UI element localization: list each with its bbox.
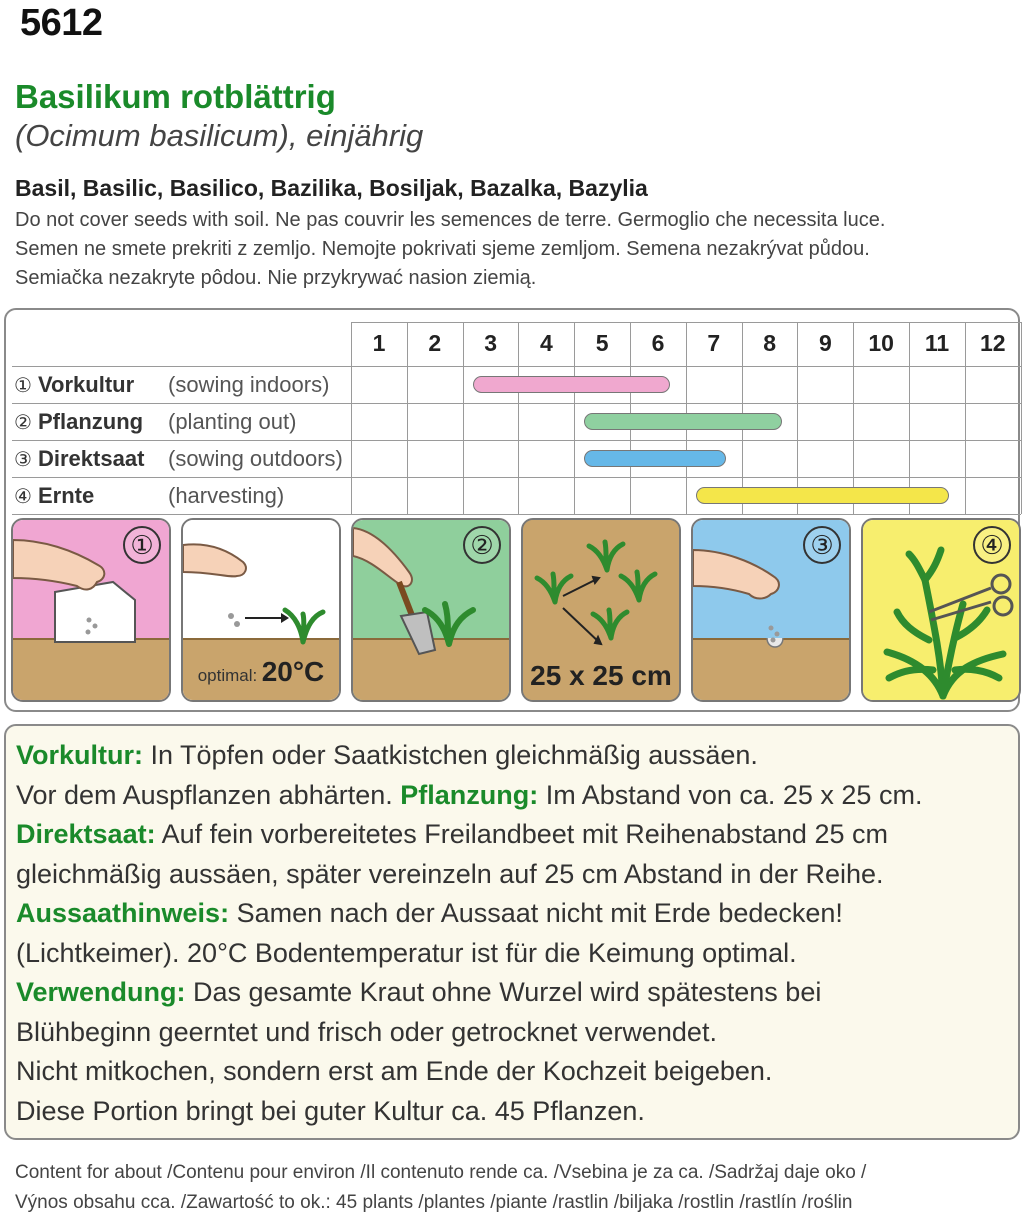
product-title: Basilikum rotblättrig	[15, 78, 336, 115]
keyword-aussaathinweis: Aussaathinweis:	[16, 898, 230, 928]
step-number: ③	[14, 449, 32, 471]
instruction-line	[16, 736, 1008, 776]
step-translation: (planting out)	[168, 409, 297, 434]
step-translation: (harvesting)	[168, 483, 285, 508]
footer-line: Výnos obsahu cca. /Zawartość to ok.: 45 plants /plantes /piante /rastlin /biljaka /rostlin /rastlín /roślin	[15, 1192, 853, 1213]
instruction-line	[16, 815, 1008, 855]
instruction-text: Das gesamte Kraut ohne Wurzel wird spätestens bei	[185, 977, 822, 1007]
keyword-direktsaat: Direktsaat:	[16, 819, 156, 849]
month-header: 8	[763, 330, 776, 356]
instruction-text: In Töpfen oder Saatkistchen gleichmäßig aussäen.	[143, 740, 758, 770]
keyword-vorkultur: Vorkultur:	[16, 740, 143, 770]
note-line: Do not cover seeds with soil. Ne pas couvrir les semences de terre. Germoglio che necessita luce.	[15, 209, 886, 231]
sowing-notes	[15, 206, 1015, 293]
grid-line	[12, 477, 1021, 478]
step-translation: (sowing outdoors)	[168, 446, 343, 471]
cultivation-instructions	[4, 724, 1020, 1140]
tile-sowing-outdoors	[691, 518, 851, 702]
step-badge: ②	[463, 526, 501, 564]
month-header: 3	[484, 330, 497, 356]
month-header: 6	[651, 330, 665, 356]
step-number: ①	[14, 375, 32, 397]
calendar-row-label	[14, 483, 284, 509]
calendar-period-bar	[473, 376, 671, 393]
month-header: 1	[372, 330, 386, 356]
instruction-line	[16, 894, 1008, 934]
month-header: 12	[980, 330, 1006, 356]
month-header: 5	[595, 330, 609, 356]
tile-planting-out	[351, 518, 511, 702]
spacing-label: 25 x 25 cm	[530, 660, 672, 691]
instruction-text: Auf fein vorbereitetes Freilandbeet mit Reihenabstand 25 cm	[155, 819, 888, 849]
calendar-row-label	[14, 409, 296, 435]
step-badge: ①	[123, 526, 161, 564]
instruction-line	[16, 776, 1008, 816]
step-badge: ④	[973, 526, 1011, 564]
calendar-period-bar	[696, 487, 949, 504]
keyword-pflanzung: Pflanzung:	[400, 779, 539, 810]
month-header: 4	[539, 330, 553, 356]
month-header: 11	[924, 330, 950, 356]
footer-line: Content for about /Contenu pour environ /Il contenuto rende ca. /Vsebina je za ca. /Sadržaj daje oko /	[15, 1162, 867, 1183]
instruction-text: Vor dem Auspflanzen abhärten.	[16, 779, 401, 810]
month-header: 9	[818, 330, 832, 356]
step-label: Pflanzung	[38, 409, 144, 434]
calendar-period-bar	[584, 413, 782, 430]
botanical-name: (Ocimum basilicum), einjährig	[15, 118, 424, 153]
sowing-calendar-panel	[4, 308, 1020, 712]
instruction-line: Blühbeginn geerntet und frisch oder getrocknet verwendet.	[16, 1016, 717, 1047]
temperature-label	[183, 656, 339, 688]
tile-sowing-indoors	[11, 518, 171, 702]
temperature-value: 20°C	[261, 656, 325, 687]
calendar-period-bar	[584, 450, 726, 467]
grid-line	[12, 366, 1021, 367]
step-number: ②	[14, 412, 32, 434]
calendar-row-label	[14, 372, 329, 398]
instruction-line	[16, 973, 1008, 1013]
keyword-verwendung: Verwendung:	[16, 977, 186, 1007]
month-header: 2	[428, 330, 442, 356]
instruction-text: Samen nach der Aussaat nicht mit Erde bedecken!	[229, 898, 843, 928]
step-translation: (sowing indoors)	[168, 372, 330, 397]
month-header: 7	[707, 330, 721, 356]
grid-line	[12, 514, 1021, 515]
instruction-line: Diese Portion bringt bei guter Kultur ca. 45 Pflanzen.	[16, 1095, 645, 1126]
common-names: Basil, Basilic, Basilico, Bazilika, Bosiljak, Bazalka, Bazylia	[15, 175, 648, 201]
temperature-caption: optimal:	[197, 666, 258, 685]
instruction-line: Nicht mitkochen, sondern erst am Ende der Kochzeit beigeben.	[16, 1056, 773, 1086]
step-label: Ernte	[38, 483, 95, 508]
grid-line	[12, 440, 1021, 441]
month-header: 10	[868, 330, 894, 356]
content-info	[15, 1158, 866, 1218]
step-label: Vorkultur	[38, 372, 135, 397]
article-number: 5612	[20, 2, 103, 44]
note-line: Semiačka nezakryte pôdou. Nie przykrywać nasion ziemią.	[15, 267, 537, 289]
note-line: Semen ne smete prekriti z zemljo. Nemojte pokrivati sjeme zemljom. Semena nezakrývat půdou.	[15, 238, 870, 260]
tile-germination	[181, 518, 341, 702]
grid-line	[12, 403, 1021, 404]
step-label: Direktsaat	[38, 446, 145, 471]
calendar-row-label	[14, 446, 343, 472]
instruction-text: Im Abstand von ca. 25 x 25 cm.	[538, 779, 923, 810]
step-number: ④	[14, 486, 32, 508]
tile-harvesting	[861, 518, 1021, 702]
tile-spacing	[521, 518, 681, 702]
instruction-line: gleichmäßig aussäen, später vereinzeln auf 25 cm Abstand in der Reihe.	[16, 858, 884, 889]
instruction-line: (Lichtkeimer). 20°C Bodentemperatur ist für die Keimung optimal.	[16, 937, 797, 968]
step-badge: ③	[803, 526, 841, 564]
